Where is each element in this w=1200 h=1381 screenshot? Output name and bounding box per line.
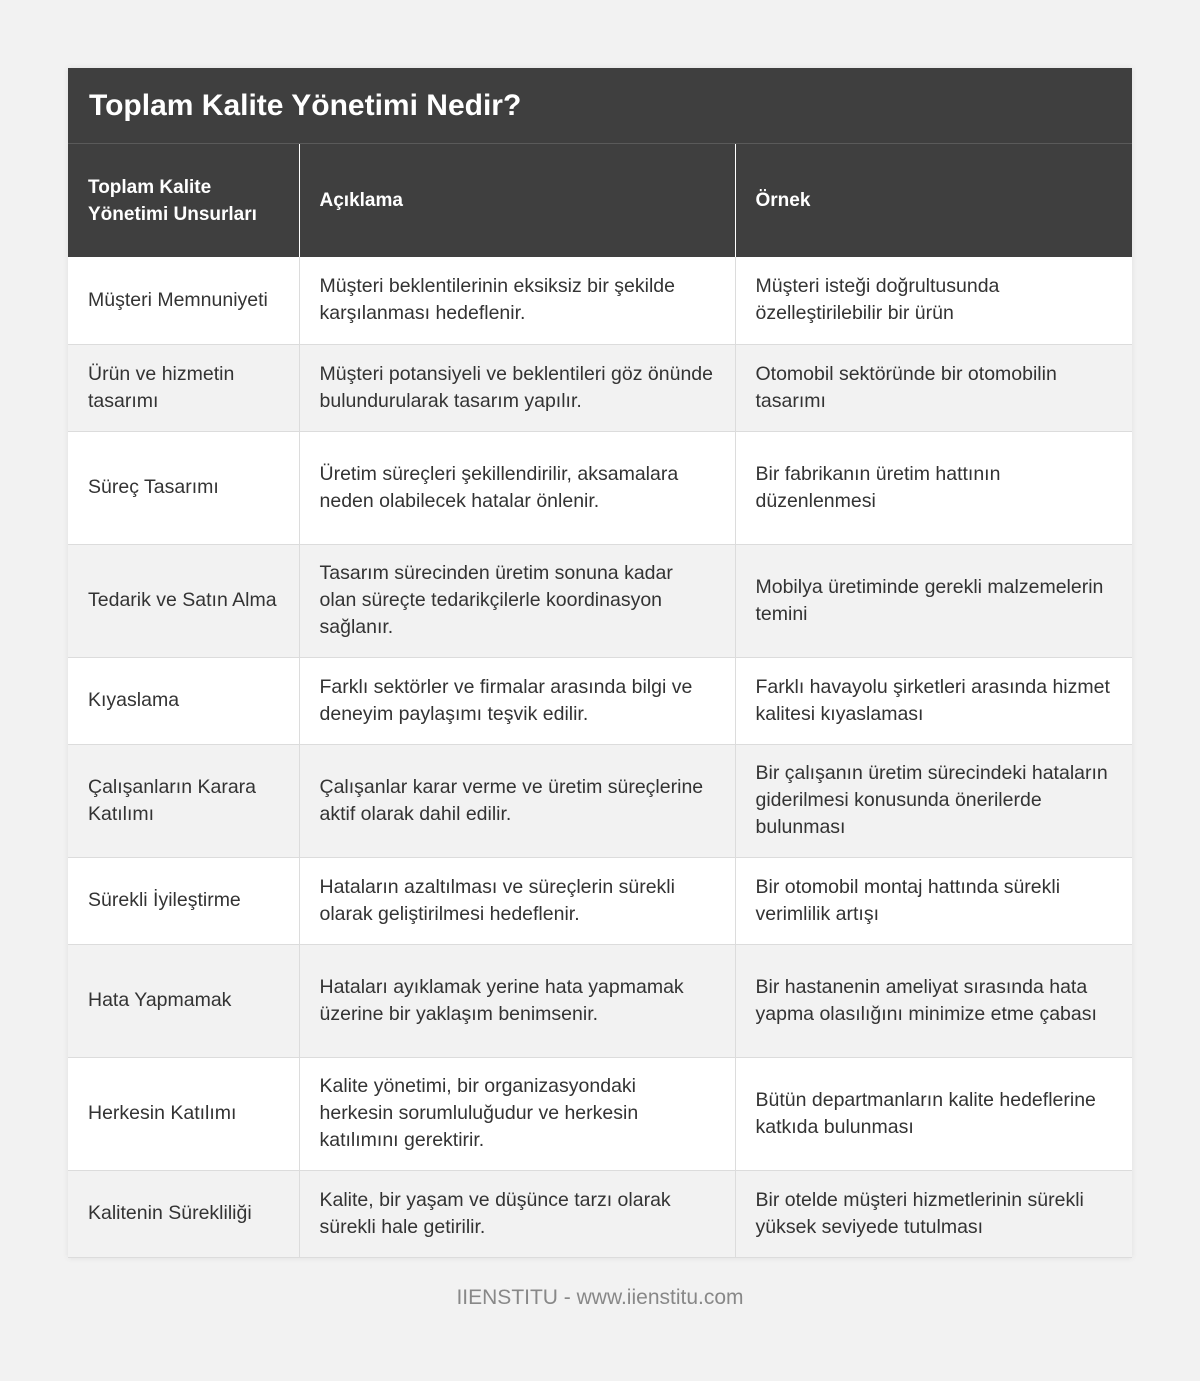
cell-example: Mobilya üretiminde gerekli malzemelerin temini — [735, 544, 1132, 657]
table-row — [68, 657, 1132, 744]
cell-example: Müşteri isteği doğrultusunda özelleştirilebilir bir ürün — [735, 257, 1132, 344]
cell-element: Hata Yapmamak — [68, 944, 299, 1057]
cell-element: Kalitenin Sürekliliği — [68, 1170, 299, 1257]
cell-element: Sürekli İyileştirme — [68, 857, 299, 944]
table-row — [68, 431, 1132, 544]
cell-example: Bir fabrikanın üretim hattının düzenlenmesi — [735, 431, 1132, 544]
page-title: Toplam Kalite Yönetimi Nedir? — [68, 68, 1132, 144]
table-row — [68, 744, 1132, 857]
table-row — [68, 544, 1132, 657]
cell-example: Bir hastanenin ameliyat sırasında hata yapma olasılığını minimize etme çabası — [735, 944, 1132, 1057]
cell-description: Farklı sektörler ve firmalar arasında bilgi ve deneyim paylaşımı teşvik edilir. — [299, 657, 735, 744]
cell-element: Süreç Tasarımı — [68, 431, 299, 544]
tkm-table — [68, 144, 1132, 1258]
cell-description: Hataları ayıklamak yerine hata yapmamak üzerine bir yaklaşım benimsenir. — [299, 944, 735, 1057]
table-row — [68, 944, 1132, 1057]
content-card — [68, 68, 1132, 1258]
table-row — [68, 257, 1132, 344]
cell-description: Müşteri potansiyeli ve beklentileri göz önünde bulundurularak tasarım yapılır. — [299, 344, 735, 431]
cell-example: Bir otelde müşteri hizmetlerinin sürekli yüksek seviyede tutulması — [735, 1170, 1132, 1257]
cell-element: Kıyaslama — [68, 657, 299, 744]
table-header-row — [68, 144, 1132, 257]
cell-example: Farklı havayolu şirketleri arasında hizmet kalitesi kıyaslaması — [735, 657, 1132, 744]
table-row — [68, 344, 1132, 431]
cell-element: Tedarik ve Satın Alma — [68, 544, 299, 657]
cell-element: Müşteri Memnuniyeti — [68, 257, 299, 344]
footer-credit: IIENSTITU - www.iienstitu.com — [456, 1286, 744, 1309]
cell-example: Bir otomobil montaj hattında sürekli verimlilik artışı — [735, 857, 1132, 944]
cell-example: Otomobil sektöründe bir otomobilin tasarımı — [735, 344, 1132, 431]
cell-element: Çalışanların Karara Katılımı — [68, 744, 299, 857]
table-row — [68, 1057, 1132, 1170]
column-header-elements: Toplam Kalite Yönetimi Unsurları — [68, 144, 299, 257]
column-header-description: Açıklama — [299, 144, 735, 257]
table-row — [68, 1170, 1132, 1257]
cell-description: Hataların azaltılması ve süreçlerin sürekli olarak geliştirilmesi hedeflenir. — [299, 857, 735, 944]
cell-element: Herkesin Katılımı — [68, 1057, 299, 1170]
cell-example: Bütün departmanların kalite hedeflerine katkıda bulunması — [735, 1057, 1132, 1170]
cell-description: Üretim süreçleri şekillendirilir, aksamalara neden olabilecek hatalar önlenir. — [299, 431, 735, 544]
cell-description: Müşteri beklentilerinin eksiksiz bir şekilde karşılanması hedeflenir. — [299, 257, 735, 344]
cell-description: Tasarım sürecinden üretim sonuna kadar olan süreçte tedarikçilerle koordinasyon sağlanır. — [299, 544, 735, 657]
cell-example: Bir çalışanın üretim sürecindeki hataların giderilmesi konusunda önerilerde bulunması — [735, 744, 1132, 857]
column-header-example: Örnek — [735, 144, 1132, 257]
table-row — [68, 857, 1132, 944]
cell-element: Ürün ve hizmetin tasarımı — [68, 344, 299, 431]
cell-description: Çalışanlar karar verme ve üretim süreçlerine aktif olarak dahil edilir. — [299, 744, 735, 857]
cell-description: Kalite yönetimi, bir organizasyondaki herkesin sorumluluğudur ve herkesin katılımını gerektirir. — [299, 1057, 735, 1170]
cell-description: Kalite, bir yaşam ve düşünce tarzı olarak sürekli hale getirilir. — [299, 1170, 735, 1257]
